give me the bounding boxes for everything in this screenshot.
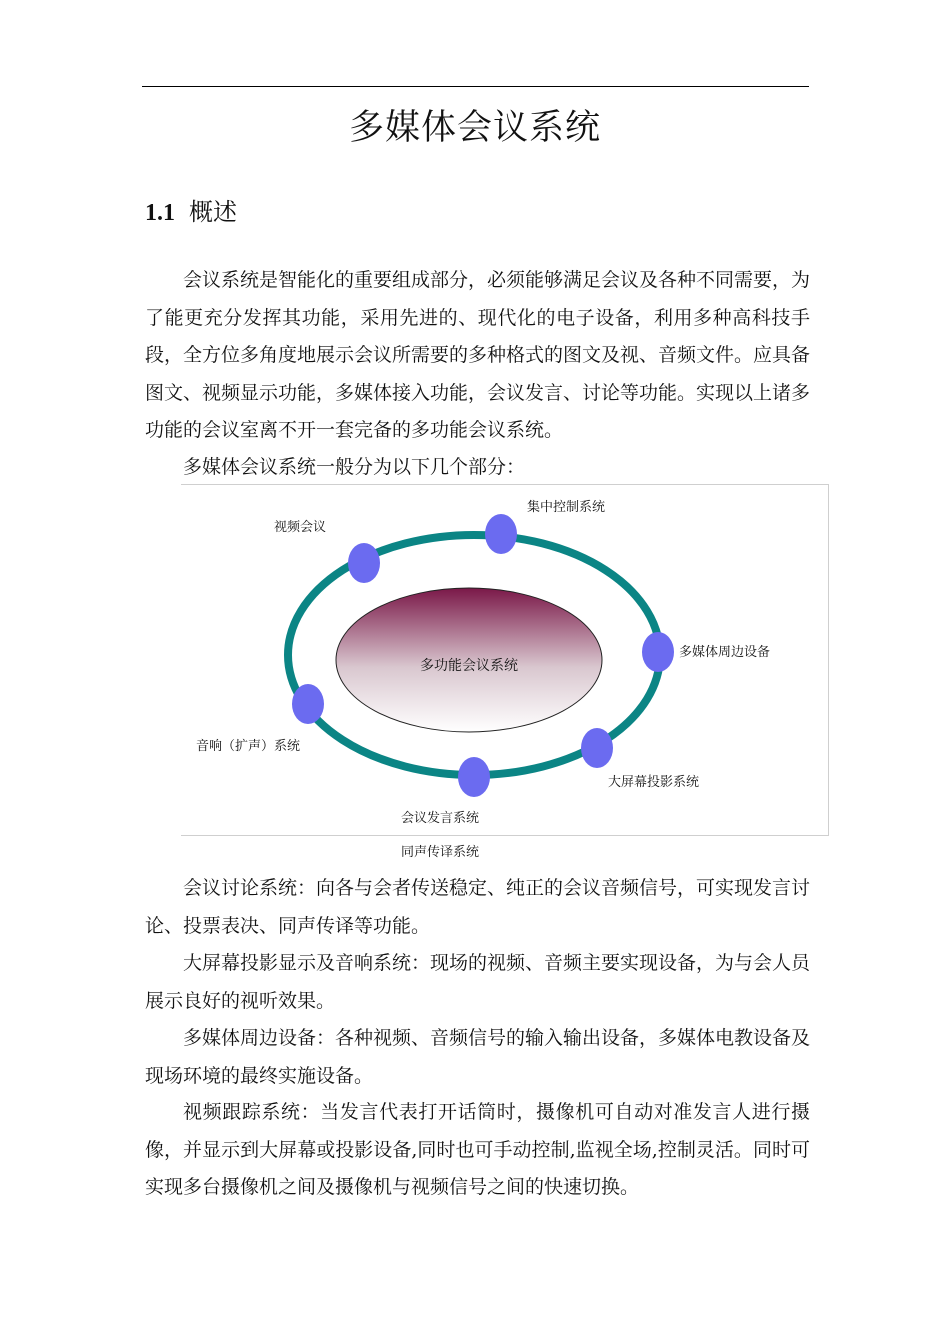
paragraph-video-tracking: 视频跟踪系统：当发言代表打开话筒时，摄像机可自动对准发言人进行摄像，并显示到大屏幕或投影设备,同时也可手动控制,监视全场,控制灵活。同时可实现多台摄像机之间及摄像机与视频信号之间的快速切换。 [145, 1101, 810, 1198]
header-rule [142, 86, 809, 87]
section-number: 1.1 [145, 200, 175, 226]
center-label: 多功能会议系统 [420, 658, 518, 674]
document-title: 多媒体会议系统 [348, 108, 601, 148]
label-big-screen: 大屏幕投影系统 [608, 775, 700, 790]
paragraph-parts-intro: 多媒体会议系统一般分为以下几个部分： [183, 456, 526, 478]
label-audio-pa: 音响（扩声）系统 [196, 739, 301, 754]
conference-system-diagram [181, 484, 828, 864]
label-interpretation: 同声传译系统 [401, 845, 480, 860]
label-central-control: 集中控制系统 [527, 500, 606, 515]
label-video-conference: 视频会议 [274, 520, 327, 535]
node-speech-system [458, 757, 490, 797]
paragraph-discussion-system: 会议讨论系统：向各与会者传送稳定、纯正的会议音频信号，可实现发言讨论、投票表决、同声传译等功能。 [145, 877, 811, 937]
node-big-screen [581, 728, 613, 768]
paragraph-overview: 会议系统是智能化的重要组成部分，必须能够满足会议及各种不同需要，为了能更充分发挥其功能，采用先进的、现代化的电子设备，利用多种高科技手段，全方位多角度地展示会议所需要的多种格式的图文及视、音频文件。应具备图文、视频显示功能，多媒体接入功能，会议发言、讨论等功能。实现以上诸多功能的会议室离不开一套完备的多功能会议系统。 [145, 269, 811, 441]
paragraph-peripherals: 多媒体周边设备：各种视频、音频信号的输入输出设备，多媒体电教设备及现场环境的最终实施设备。 [145, 1027, 811, 1087]
node-central-control [485, 514, 517, 554]
node-video-conference [348, 543, 380, 583]
section-heading [145, 192, 237, 227]
paragraph-projection-system: 大屏幕投影显示及音响系统：现场的视频、音频主要实现设备，为与会人员展示良好的视听效果。 [145, 952, 811, 1012]
label-speech-system: 会议发言系统 [401, 811, 480, 826]
node-multimedia-peripherals [642, 632, 674, 672]
node-audio-pa [292, 684, 324, 724]
section-title: 概述 [189, 198, 237, 226]
label-multimedia-peripherals: 多媒体周边设备 [679, 645, 771, 660]
